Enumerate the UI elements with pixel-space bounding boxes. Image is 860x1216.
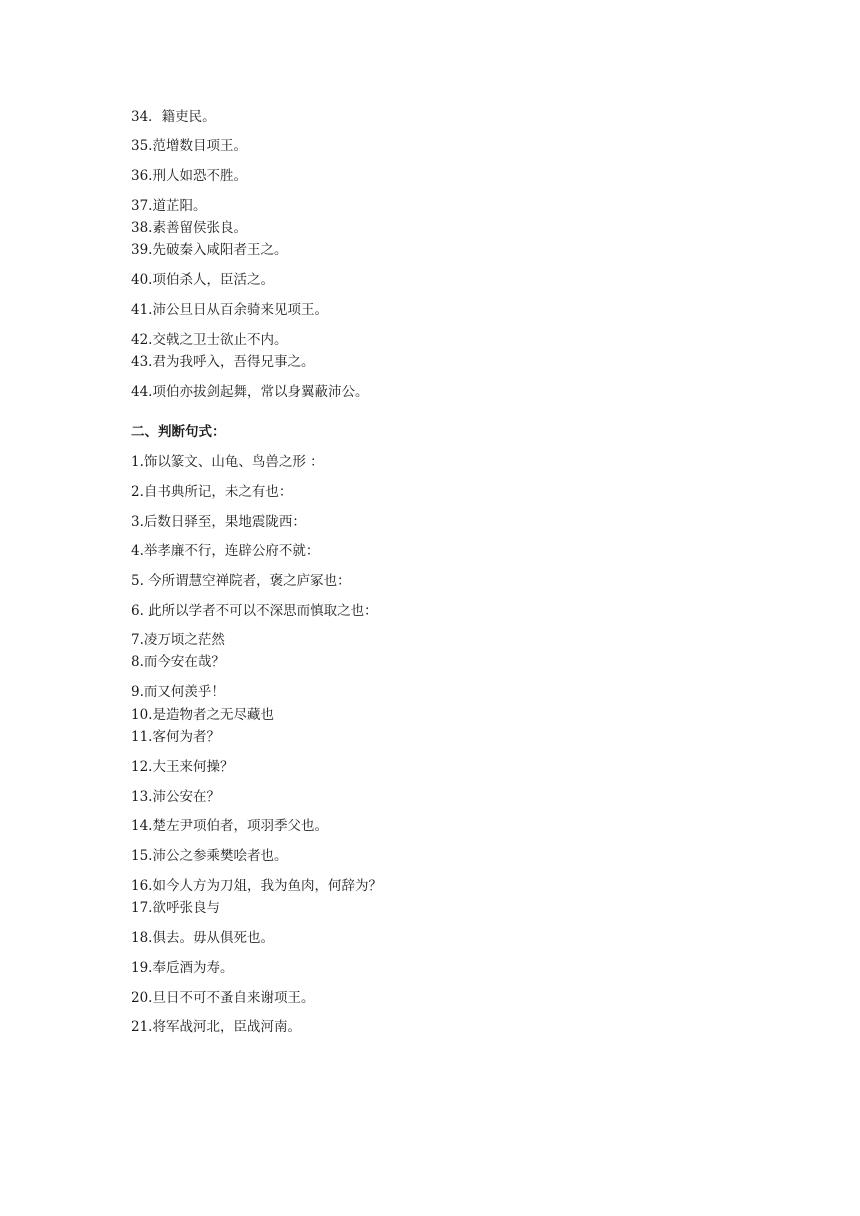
judgment-line-5: 5. 今所谓慧空禅院者，褒之庐冢也： xyxy=(131,573,351,589)
judgment-line-12: 12.大王来何操？ xyxy=(131,759,234,775)
sentence-line-43: 43.君为我呼入，吾得兄事之。 xyxy=(131,354,315,370)
judgment-line-4: 4.举孝廉不行，连辟公府不就： xyxy=(131,543,320,559)
sentence-line-34: 34．籍吏民。 xyxy=(131,109,216,125)
judgment-line-13: 13.沛公安在？ xyxy=(131,789,220,805)
judgment-line-15: 15.沛公之参乘樊哙者也。 xyxy=(131,848,288,864)
sentence-line-41: 41.沛公旦日从百余骑来见项王。 xyxy=(131,302,328,318)
judgment-line-21: 21.将军战河北，臣战河南。 xyxy=(131,1019,301,1035)
judgment-line-3: 3.后数日驿至，果地震陇西： xyxy=(131,514,306,530)
sentence-line-40: 40.项伯杀人，臣活之。 xyxy=(131,272,274,288)
sentence-line-39: 39.先破秦入咸阳者王之。 xyxy=(131,242,288,258)
section-heading: 二、判断句式： xyxy=(131,424,226,440)
judgment-line-1: 1.饰以篆文、山龟、鸟兽之形 ： xyxy=(131,454,324,470)
judgment-line-17: 17.欲呼张良与 xyxy=(131,900,220,916)
judgment-line-19: 19.奉卮酒为寿。 xyxy=(131,960,234,976)
judgment-line-11: 11.客何为者？ xyxy=(131,729,220,745)
sentence-line-44: 44.项伯亦拔剑起舞，常以身翼蔽沛公。 xyxy=(131,384,369,400)
judgment-line-6: 6. 此所以学者不可以不深思而慎取之也： xyxy=(131,603,378,619)
sentence-line-38: 38.素善留侯张良。 xyxy=(131,220,247,236)
sentence-line-42: 42.交戟之卫士欲止不内。 xyxy=(131,332,288,348)
judgment-line-2: 2.自书典所记，未之有也： xyxy=(131,484,293,500)
judgment-line-10: 10.是造物者之无尽藏也 xyxy=(131,707,274,723)
sentence-line-37: 37.道芷阳。 xyxy=(131,198,207,214)
judgment-line-7: 7.凌万顷之茫然 xyxy=(131,632,225,648)
sentence-line-36: 36.刑人如恐不胜。 xyxy=(131,168,247,184)
judgment-line-16: 16.如今人方为刀俎，我为鱼肉，何辞为？ xyxy=(131,878,382,894)
sentence-line-35: 35.范增数目项王。 xyxy=(131,138,247,154)
judgment-line-18: 18.俱去。毋从俱死也。 xyxy=(131,930,274,946)
judgment-line-20: 20.旦日不可不蚤自来谢项王。 xyxy=(131,990,315,1006)
judgment-line-14: 14.楚左尹项伯者，项羽季父也。 xyxy=(131,818,328,834)
judgment-line-9: 9.而又何羡乎！ xyxy=(131,684,225,700)
judgment-line-8: 8.而今安在哉？ xyxy=(131,654,225,670)
